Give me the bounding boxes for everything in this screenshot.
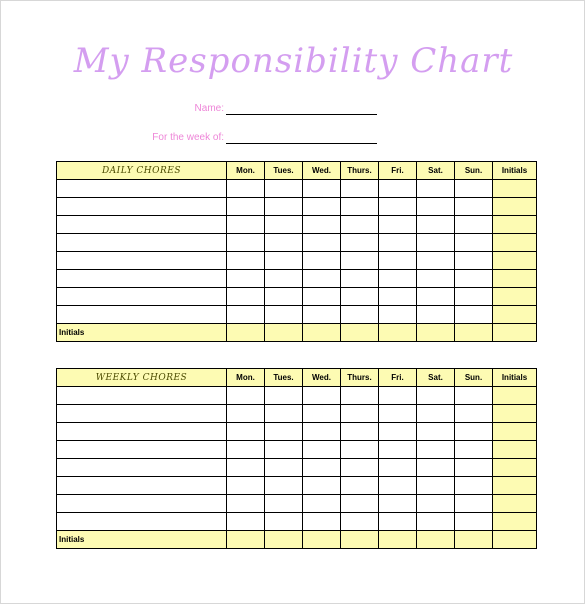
initials-cell[interactable]	[455, 324, 493, 342]
column-header: Wed.	[303, 369, 341, 387]
day-cell[interactable]	[227, 252, 265, 270]
column-header: Thurs.	[341, 162, 379, 180]
day-cell[interactable]	[265, 405, 303, 423]
name-field	[131, 103, 224, 117]
name-label: Name:	[194, 103, 224, 114]
day-cell[interactable]	[379, 477, 417, 495]
initials-cell[interactable]	[455, 531, 493, 549]
day-cell[interactable]	[303, 234, 341, 252]
initials-cell[interactable]	[493, 234, 537, 252]
day-cell[interactable]	[379, 180, 417, 198]
initials-cell[interactable]	[493, 324, 537, 342]
day-cell[interactable]	[227, 513, 265, 531]
day-cell[interactable]	[265, 423, 303, 441]
initials-cell[interactable]	[303, 324, 341, 342]
day-cell[interactable]	[303, 459, 341, 477]
day-cell[interactable]	[379, 513, 417, 531]
initials-cell[interactable]	[493, 423, 537, 441]
day-cell[interactable]	[341, 441, 379, 459]
day-cell[interactable]	[341, 513, 379, 531]
chore-row	[57, 441, 537, 459]
day-cell[interactable]	[455, 387, 493, 405]
day-cell[interactable]	[303, 513, 341, 531]
day-cell[interactable]	[379, 270, 417, 288]
chore-row	[57, 252, 537, 270]
day-cell[interactable]	[455, 405, 493, 423]
initials-cell[interactable]	[493, 288, 537, 306]
day-cell[interactable]	[265, 288, 303, 306]
initials-row-label: Initials	[57, 324, 227, 342]
day-cell[interactable]	[341, 459, 379, 477]
day-cell[interactable]	[303, 423, 341, 441]
section-header: WEEKLY CHORES	[57, 369, 227, 387]
day-cell[interactable]	[417, 234, 455, 252]
chore-name-cell[interactable]	[57, 495, 227, 513]
day-cell[interactable]	[417, 405, 455, 423]
initials-cell[interactable]	[493, 216, 537, 234]
initials-cell[interactable]	[493, 495, 537, 513]
day-cell[interactable]	[265, 513, 303, 531]
chore-name-cell[interactable]	[57, 441, 227, 459]
day-cell[interactable]	[341, 306, 379, 324]
day-cell[interactable]	[265, 180, 303, 198]
day-cell[interactable]	[227, 405, 265, 423]
column-header: Fri.	[379, 162, 417, 180]
day-cell[interactable]	[455, 423, 493, 441]
day-cell[interactable]	[265, 459, 303, 477]
initials-cell[interactable]	[379, 531, 417, 549]
day-cell[interactable]	[455, 198, 493, 216]
day-cell[interactable]	[303, 180, 341, 198]
day-cell[interactable]	[455, 459, 493, 477]
initials-row	[57, 324, 537, 342]
initials-row	[57, 531, 537, 549]
week-label: For the week of:	[152, 132, 224, 143]
day-cell[interactable]	[227, 198, 265, 216]
initials-cell[interactable]	[493, 477, 537, 495]
day-cell[interactable]	[341, 270, 379, 288]
column-header: Mon.	[227, 369, 265, 387]
day-cell[interactable]	[303, 216, 341, 234]
initials-cell[interactable]	[493, 441, 537, 459]
column-header: Mon.	[227, 162, 265, 180]
initials-cell[interactable]	[493, 252, 537, 270]
column-header: Sun.	[455, 369, 493, 387]
column-header: Sat.	[417, 162, 455, 180]
chore-name-cell[interactable]	[57, 216, 227, 234]
day-cell[interactable]	[227, 180, 265, 198]
day-cell[interactable]	[379, 441, 417, 459]
day-cell[interactable]	[227, 234, 265, 252]
day-cell[interactable]	[227, 288, 265, 306]
chore-name-cell[interactable]	[57, 198, 227, 216]
day-cell[interactable]	[265, 495, 303, 513]
chore-name-cell[interactable]	[57, 459, 227, 477]
day-cell[interactable]	[303, 441, 341, 459]
day-cell[interactable]	[265, 234, 303, 252]
chore-name-cell[interactable]	[57, 387, 227, 405]
daily-chores-table	[56, 161, 537, 342]
day-cell[interactable]	[227, 495, 265, 513]
day-cell[interactable]	[227, 270, 265, 288]
day-cell[interactable]	[379, 288, 417, 306]
day-cell[interactable]	[303, 288, 341, 306]
chore-name-cell[interactable]	[57, 423, 227, 441]
chore-row	[57, 234, 537, 252]
day-cell[interactable]	[265, 306, 303, 324]
column-header: Wed.	[303, 162, 341, 180]
column-header: Sun.	[455, 162, 493, 180]
page-title: My Responsibility Chart	[73, 41, 514, 81]
initials-cell[interactable]	[493, 180, 537, 198]
chore-row	[57, 198, 537, 216]
column-header: Fri.	[379, 369, 417, 387]
day-cell[interactable]	[417, 198, 455, 216]
day-cell[interactable]	[417, 180, 455, 198]
initials-cell[interactable]	[265, 324, 303, 342]
day-cell[interactable]	[417, 288, 455, 306]
day-cell[interactable]	[227, 387, 265, 405]
day-cell[interactable]	[455, 306, 493, 324]
section-header: DAILY CHORES	[57, 162, 227, 180]
day-cell[interactable]	[455, 180, 493, 198]
initials-cell[interactable]	[493, 405, 537, 423]
day-cell[interactable]	[417, 495, 455, 513]
chore-row	[57, 288, 537, 306]
day-cell[interactable]	[265, 441, 303, 459]
initials-cell[interactable]	[227, 324, 265, 342]
day-cell[interactable]	[303, 306, 341, 324]
initials-cell[interactable]	[341, 324, 379, 342]
chore-name-cell[interactable]	[57, 513, 227, 531]
chore-name-cell[interactable]	[57, 306, 227, 324]
initials-cell[interactable]	[341, 531, 379, 549]
day-cell[interactable]	[417, 423, 455, 441]
day-cell[interactable]	[379, 234, 417, 252]
chore-row	[57, 477, 537, 495]
column-header: Sat.	[417, 369, 455, 387]
initials-cell[interactable]	[493, 459, 537, 477]
day-cell[interactable]	[417, 270, 455, 288]
initials-cell[interactable]	[379, 324, 417, 342]
initials-cell[interactable]	[303, 531, 341, 549]
day-cell[interactable]	[455, 234, 493, 252]
day-cell[interactable]	[455, 495, 493, 513]
day-cell[interactable]	[417, 387, 455, 405]
initials-cell[interactable]	[493, 270, 537, 288]
column-header: Tues.	[265, 369, 303, 387]
chore-name-cell[interactable]	[57, 477, 227, 495]
day-cell[interactable]	[303, 198, 341, 216]
day-cell[interactable]	[341, 423, 379, 441]
day-cell[interactable]	[379, 405, 417, 423]
day-cell[interactable]	[379, 423, 417, 441]
day-cell[interactable]	[417, 441, 455, 459]
chore-name-cell[interactable]	[57, 234, 227, 252]
chore-row	[57, 513, 537, 531]
day-cell[interactable]	[379, 252, 417, 270]
day-cell[interactable]	[265, 252, 303, 270]
day-cell[interactable]	[227, 459, 265, 477]
day-cell[interactable]	[379, 387, 417, 405]
day-cell[interactable]	[303, 495, 341, 513]
initials-cell[interactable]	[493, 513, 537, 531]
day-cell[interactable]	[303, 387, 341, 405]
header-row	[57, 162, 537, 180]
day-cell[interactable]	[227, 216, 265, 234]
column-header: Initials	[493, 162, 537, 180]
column-header: Tues.	[265, 162, 303, 180]
initials-cell[interactable]	[493, 531, 537, 549]
day-cell[interactable]	[341, 288, 379, 306]
week-field	[111, 132, 224, 146]
column-header: Initials	[493, 369, 537, 387]
day-cell[interactable]	[341, 252, 379, 270]
chore-row	[57, 270, 537, 288]
day-cell[interactable]	[341, 180, 379, 198]
initials-cell[interactable]	[417, 531, 455, 549]
day-cell[interactable]	[341, 477, 379, 495]
day-cell[interactable]	[341, 495, 379, 513]
chore-row	[57, 306, 537, 324]
day-cell[interactable]	[417, 216, 455, 234]
chore-row	[57, 216, 537, 234]
day-cell[interactable]	[417, 513, 455, 531]
day-cell[interactable]	[341, 216, 379, 234]
day-cell[interactable]	[417, 477, 455, 495]
day-cell[interactable]	[455, 441, 493, 459]
day-cell[interactable]	[379, 198, 417, 216]
day-cell[interactable]	[303, 252, 341, 270]
day-cell[interactable]	[227, 306, 265, 324]
initials-cell[interactable]	[265, 531, 303, 549]
initials-cell[interactable]	[493, 306, 537, 324]
chore-name-cell[interactable]	[57, 405, 227, 423]
day-cell[interactable]	[265, 270, 303, 288]
day-cell[interactable]	[455, 252, 493, 270]
day-cell[interactable]	[341, 198, 379, 216]
day-cell[interactable]	[455, 288, 493, 306]
day-cell[interactable]	[303, 477, 341, 495]
day-cell[interactable]	[379, 459, 417, 477]
day-cell[interactable]	[341, 405, 379, 423]
day-cell[interactable]	[379, 495, 417, 513]
day-cell[interactable]	[379, 216, 417, 234]
chore-row	[57, 387, 537, 405]
day-cell[interactable]	[265, 216, 303, 234]
day-cell[interactable]	[265, 477, 303, 495]
initials-cell[interactable]	[493, 198, 537, 216]
day-cell[interactable]	[455, 270, 493, 288]
day-cell[interactable]	[341, 387, 379, 405]
day-cell[interactable]	[227, 441, 265, 459]
chore-name-cell[interactable]	[57, 180, 227, 198]
day-cell[interactable]	[417, 252, 455, 270]
day-cell[interactable]	[265, 198, 303, 216]
chore-row	[57, 405, 537, 423]
header-row	[57, 369, 537, 387]
day-cell[interactable]	[455, 477, 493, 495]
day-cell[interactable]	[417, 459, 455, 477]
chore-name-cell[interactable]	[57, 288, 227, 306]
chore-row	[57, 180, 537, 198]
day-cell[interactable]	[379, 306, 417, 324]
day-cell[interactable]	[341, 234, 379, 252]
day-cell[interactable]	[227, 477, 265, 495]
day-cell[interactable]	[455, 513, 493, 531]
day-cell[interactable]	[265, 387, 303, 405]
initials-cell[interactable]	[227, 531, 265, 549]
day-cell[interactable]	[417, 306, 455, 324]
initials-cell[interactable]	[493, 387, 537, 405]
day-cell[interactable]	[303, 270, 341, 288]
chore-name-cell[interactable]	[57, 270, 227, 288]
week-line[interactable]	[226, 143, 377, 144]
chore-name-cell[interactable]	[57, 252, 227, 270]
day-cell[interactable]	[455, 216, 493, 234]
chore-row	[57, 459, 537, 477]
initials-row-label: Initials	[57, 531, 227, 549]
initials-cell[interactable]	[417, 324, 455, 342]
name-line[interactable]	[226, 114, 377, 115]
chore-row	[57, 423, 537, 441]
weekly-chores-table	[56, 368, 537, 549]
day-cell[interactable]	[227, 423, 265, 441]
day-cell[interactable]	[303, 405, 341, 423]
column-header: Thurs.	[341, 369, 379, 387]
chore-row	[57, 495, 537, 513]
